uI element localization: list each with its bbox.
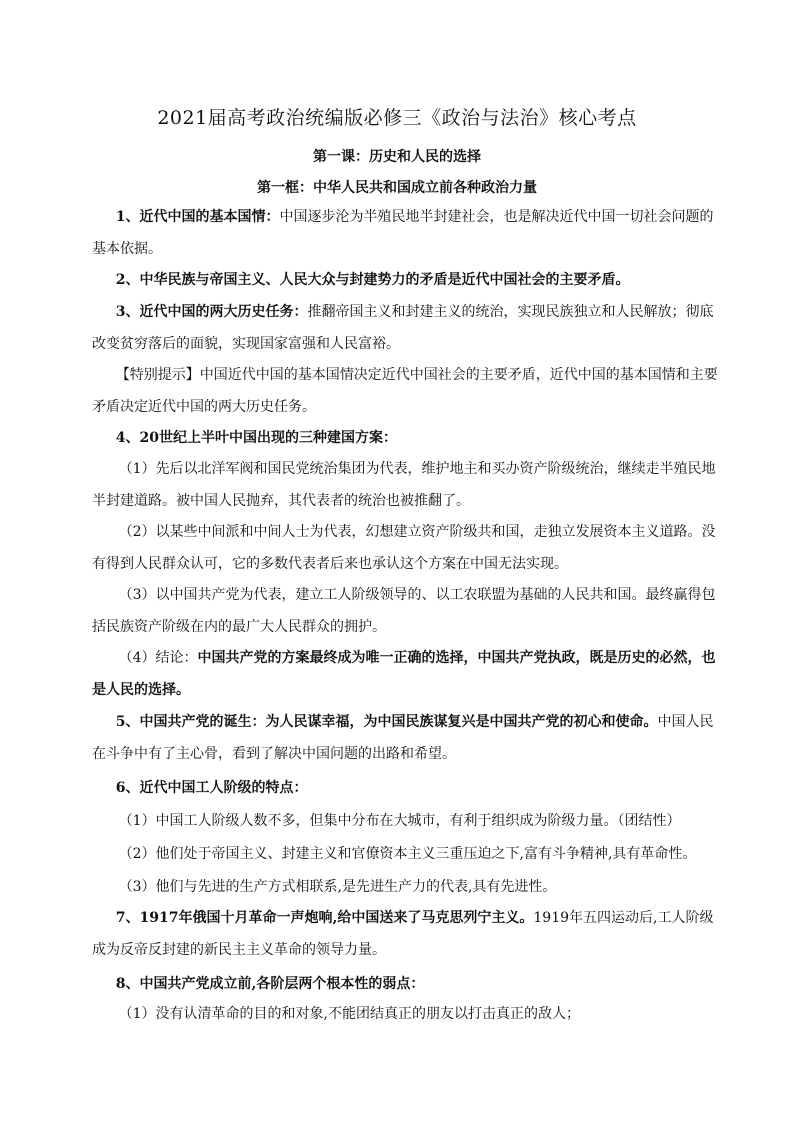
- special-note: 【特别提示】中国近代中国的基本国情决定近代中国社会的主要矛盾，近代中国的基本国情和主要矛盾决定近代中国的两大历史任务。: [92, 367, 718, 415]
- trait-1: （1）中国工人阶级人数不多，但集中分布在大城市，有利于组织成为阶级力量。（团结性）: [118, 813, 681, 829]
- plan-3: （3）以中国共产党为代表，建立工人阶级领导的、以工农联盟为基础的人民共和国。最终赢得包括民族资产阶级在内的最广大人民群众的拥护。: [92, 587, 716, 635]
- document-title: 2021届高考政治统编版必修三《政治与法治》核心考点: [157, 107, 637, 129]
- lesson-heading: 第一课：历史和人民的选择: [313, 149, 481, 165]
- paragraph-6: 6、近代中国工人阶级的特点：: [115, 780, 308, 796]
- paragraph-3: 3、近代中国的两大历史任务：推翻帝国主义和封建主义的统治，实现民族独立和人民解放；彻底改变贫穷落后的面貌，实现国家富强和人民富裕。: [92, 304, 714, 352]
- conclusion: （4）结论：中国共产党的方案最终成为唯一正确的选择，中国共产党执政，既是历史的必然，也是人民的选择。: [92, 650, 716, 698]
- plan-1: （1）先后以北洋军阀和国民党统治集团为代表，维护地主和买办资产阶级统治，继续走半殖民地半封建道路。被中国人民抛弃，其代表者的统治也被推翻了。: [92, 461, 716, 509]
- plan-2: （2）以某些中间派和中间人士为代表，幻想建立资产阶级共和国，走独立发展资本主义道路。没有得到人民群众认可，它的多数代表者后来也承认这个方案在中国无法实现。: [92, 524, 716, 572]
- paragraph-7: 7、1917年俄国十月革命一声炮响,给中国送来了马克思列宁主义。1919年五四运动后,工人阶级成为反帝反封建的新民主主义革命的领导力量。: [92, 910, 714, 958]
- section-heading: 第一框：中华人民共和国成立前各种政治力量: [257, 180, 537, 196]
- trait-3: （3）他们与先进的生产方式相联系,是先进生产力的代表,具有先进性。: [118, 879, 557, 895]
- paragraph-8: 8、中国共产党成立前,各阶层两个根本性的弱点：: [115, 976, 425, 992]
- trait-2: （2）他们处于帝国主义、封建主义和官僚资本主义三重压迫之下,富有斗争精神,具有革命性。: [118, 846, 697, 862]
- paragraph-4: 4、20世纪上半叶中国出现的三种建国方案：: [115, 430, 398, 446]
- paragraph-1: 1、近代中国的基本国情：中国逐步沦为半殖民地半封建社会，也是解决近代中国一切社会问题的基本依据。: [92, 209, 714, 257]
- paragraph-5: 5、中国共产党的诞生：为人民谋幸福，为中国民族谋复兴是中国共产党的初心和使命。中国人民在斗争中有了主心骨，看到了解决中国问题的出路和希望。: [92, 714, 714, 762]
- paragraph-2: 2、中华民族与帝国主义、人民大众与封建势力的矛盾是近代中国社会的主要矛盾。: [115, 272, 630, 288]
- weakness-1: （1）没有认清革命的目的和对象,不能团结真正的朋友以打击真正的敌人；: [118, 1006, 580, 1022]
